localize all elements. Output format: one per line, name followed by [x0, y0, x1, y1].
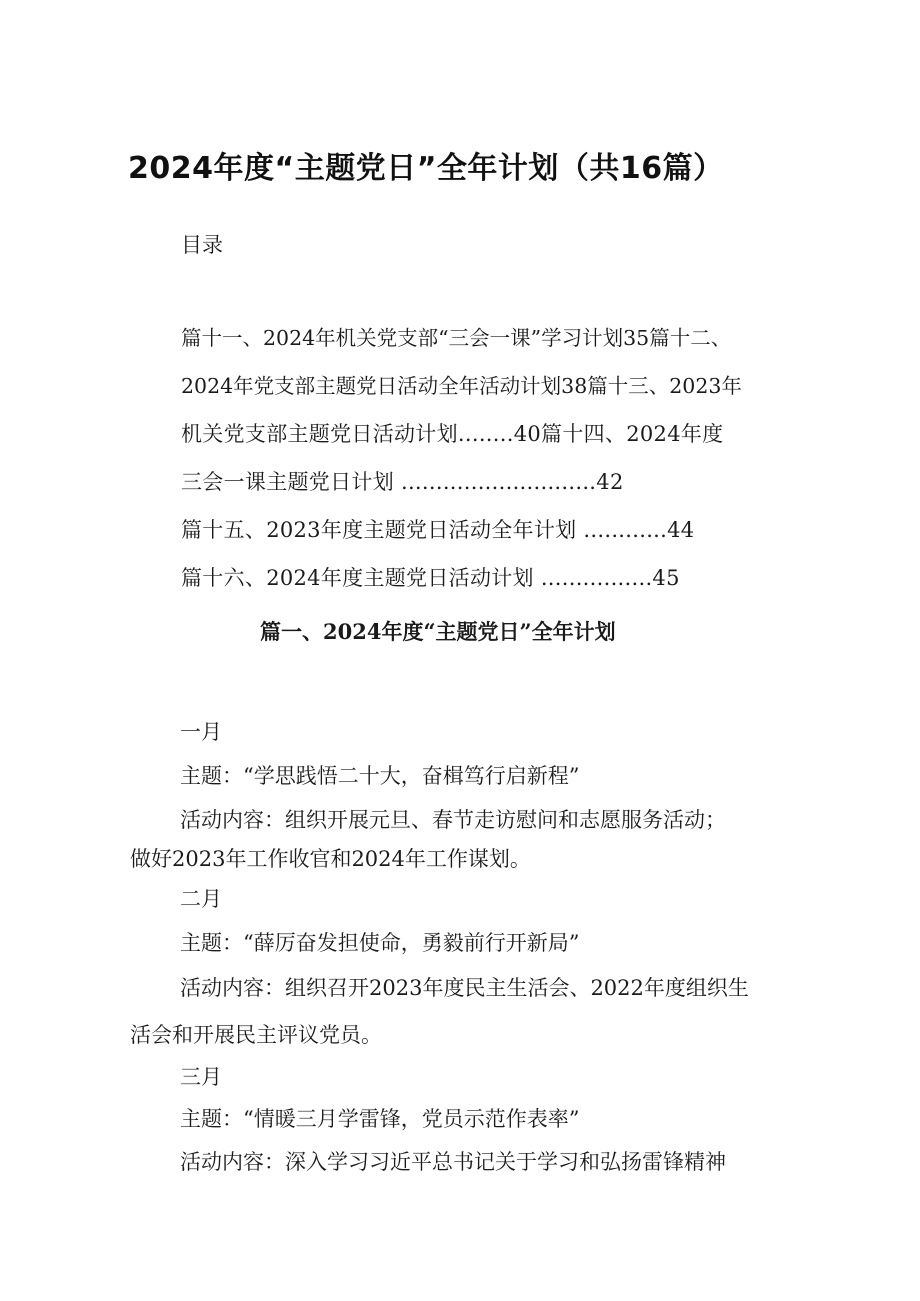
month-heading-january: 一月 — [180, 720, 222, 744]
document-title: 2024年度“主题党日”全年计划（共16篇） — [128, 151, 724, 186]
month-content-january-cont: 做好2023年工作收官和2024年工作谋划。 — [130, 847, 531, 871]
toc-line[interactable]: 篇十六、2024年度主题党日活动计划 ................45 — [181, 566, 680, 590]
month-content-february: 活动内容：组织召开2023年度民主生活会、2022年度组织生 — [180, 976, 749, 1000]
toc-heading: 目录 — [181, 233, 223, 257]
month-theme-march: 主题：“情暖三月学雷锋，党员示范作表率” — [180, 1107, 580, 1131]
month-content-february-cont: 活会和开展民主评议党员。 — [130, 1023, 382, 1047]
toc-line[interactable]: 篇十一、2024年机关党支部“三会一课”学习计划35篇十二、 — [181, 326, 732, 350]
toc-line[interactable]: 机关党支部主题党日活动计划........40篇十四、2024年度 — [181, 422, 724, 446]
table-of-contents — [181, 322, 791, 610]
month-heading-march: 三月 — [180, 1065, 222, 1089]
month-theme-february: 主题：“薛厉奋发担使命，勇毅前行开新局” — [180, 931, 580, 955]
month-theme-january: 主题：“学思践悟二十大，奋楫笃行启新程” — [180, 764, 580, 788]
toc-line[interactable]: 篇十五、2023年度主题党日活动全年计划 ............44 — [181, 518, 695, 542]
section-title: 篇一、2024年度“主题党日”全年计划 — [260, 619, 616, 644]
month-heading-february: 二月 — [180, 887, 222, 911]
toc-line[interactable]: 2024年党支部主题党日活动全年活动计划38篇十三、2023年 — [181, 374, 742, 398]
toc-line[interactable]: 三会一课主题党日计划 ............................42 — [181, 470, 624, 494]
month-content-march: 活动内容：深入学习习近平总书记关于学习和弘扬雷锋精神 — [180, 1150, 726, 1174]
month-content-january: 活动内容：组织开展元旦、春节走访慰问和志愿服务活动； — [180, 808, 726, 832]
